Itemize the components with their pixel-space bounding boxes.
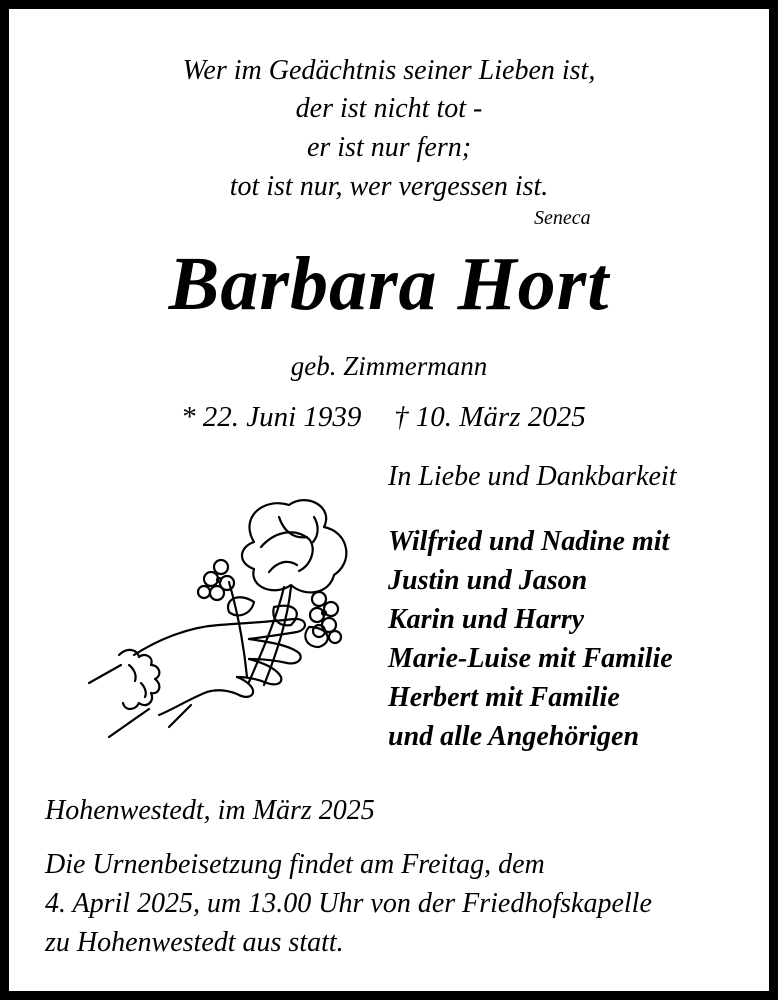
mourner-line-5: Herbert mit Familie: [388, 682, 620, 713]
ceremony-line-1: Die Urnenbeisetzung findet am Freitag, dem: [45, 849, 545, 880]
mourner-line-4: Marie-Luise mit Familie: [388, 643, 673, 674]
maiden-name: geb. Zimmermann: [290, 351, 488, 381]
quote-author: Seneca: [534, 207, 591, 229]
birth-date: * 22. Juni 1939: [181, 401, 362, 433]
mourner-line-1: Wilfried und Nadine mit: [388, 526, 670, 557]
mourner-line-6: und alle Angehörigen: [388, 721, 640, 752]
quote-line-2: der ist nicht tot -: [295, 93, 483, 124]
ceremony-line-2: 4. April 2025, um 13.00 Uhr von der Friedhofskapelle: [45, 888, 652, 919]
mourner-line-2: Justin und Jason: [388, 565, 588, 596]
quote-line-4: tot ist nur, wer vergessen ist.: [229, 171, 549, 202]
place-date: Hohenwestedt, im März 2025: [45, 795, 375, 826]
death-date: † 10. März 2025: [394, 401, 586, 433]
mourner-line-3: Karin und Harry: [388, 604, 585, 635]
hand-holding-flowers-icon: [79, 487, 369, 747]
quote-line-1: Wer im Gedächtnis seiner Lieben ist,: [182, 55, 596, 86]
dedication: In Liebe und Dankbarkeit: [388, 461, 677, 492]
ceremony-line-3: zu Hohenwestedt aus statt.: [45, 927, 344, 958]
deceased-name: Barbara Hort: [168, 242, 610, 326]
quote-line-3: er ist nur fern;: [306, 132, 472, 163]
